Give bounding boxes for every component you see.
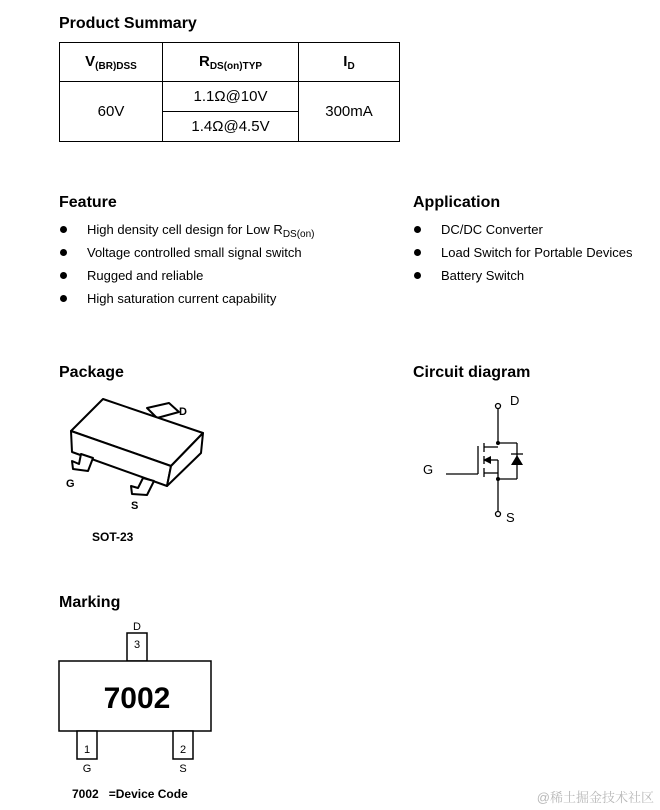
package-heading: Package: [59, 364, 124, 381]
marking-pin2-label: S: [179, 763, 187, 775]
package-pin-s-label: S: [131, 500, 139, 512]
circuit-s-label: S: [506, 510, 515, 525]
marking-pin1-label: G: [82, 763, 92, 775]
package-pin-g-label: G: [66, 478, 75, 490]
application-item: Battery Switch: [413, 264, 632, 287]
feature-item: Voltage controlled small signal switch: [59, 241, 315, 264]
marking-pin1-number: 1: [83, 744, 91, 756]
marking-legend-text: =Device Code: [108, 787, 188, 801]
marking-pin3-label: D: [133, 621, 141, 633]
product-summary-heading: Product Summary: [59, 15, 197, 32]
feature-list: [59, 218, 315, 310]
sot23-package-drawing: [55, 392, 225, 512]
id-value: 300mA: [299, 82, 400, 142]
package-name: SOT-23: [92, 530, 134, 544]
rds-header: $R_{DS(on)TYP}$: [163, 43, 299, 82]
marking-pin3-number: 3: [133, 639, 141, 651]
marking-pin2-number: 2: [179, 744, 187, 756]
mosfet-circuit-diagram: [415, 390, 555, 530]
circuit-d-label: D: [510, 393, 520, 408]
package-pin-d-label: D: [179, 406, 187, 418]
application-heading: Application: [413, 194, 501, 211]
application-item: Load Switch for Portable Devices: [413, 241, 632, 264]
circuit-g-label: G: [423, 462, 434, 477]
product-summary-table: [59, 42, 400, 142]
vdss-header: $V_{(BR)DSS}$: [60, 43, 163, 82]
marking-legend: [72, 787, 188, 801]
application-item: DC/DC Converter: [413, 218, 632, 241]
feature-heading: Feature: [59, 194, 117, 211]
marking-heading: Marking: [59, 594, 121, 611]
feature-item: High density cell design for Low $R_{DS(on)}$: [59, 218, 315, 241]
circuit-heading: Circuit diagram: [413, 364, 531, 381]
watermark: @稀土掘金技术社区: [536, 790, 654, 805]
feature-item: High saturation current capability: [59, 287, 315, 310]
device-code: 7002: [103, 682, 171, 715]
id-header: $I_D$: [299, 43, 400, 82]
marking-drawing: [55, 616, 225, 781]
vdss-value: 60V: [60, 82, 163, 142]
marking-legend-code: 7002: [72, 787, 99, 801]
rds-value-4v5: 1.4Ω@4.5V: [163, 112, 299, 142]
feature-item: Rugged and reliable: [59, 264, 315, 287]
rds-value-10v: 1.1Ω@10V: [163, 82, 299, 112]
application-list: [413, 218, 632, 287]
